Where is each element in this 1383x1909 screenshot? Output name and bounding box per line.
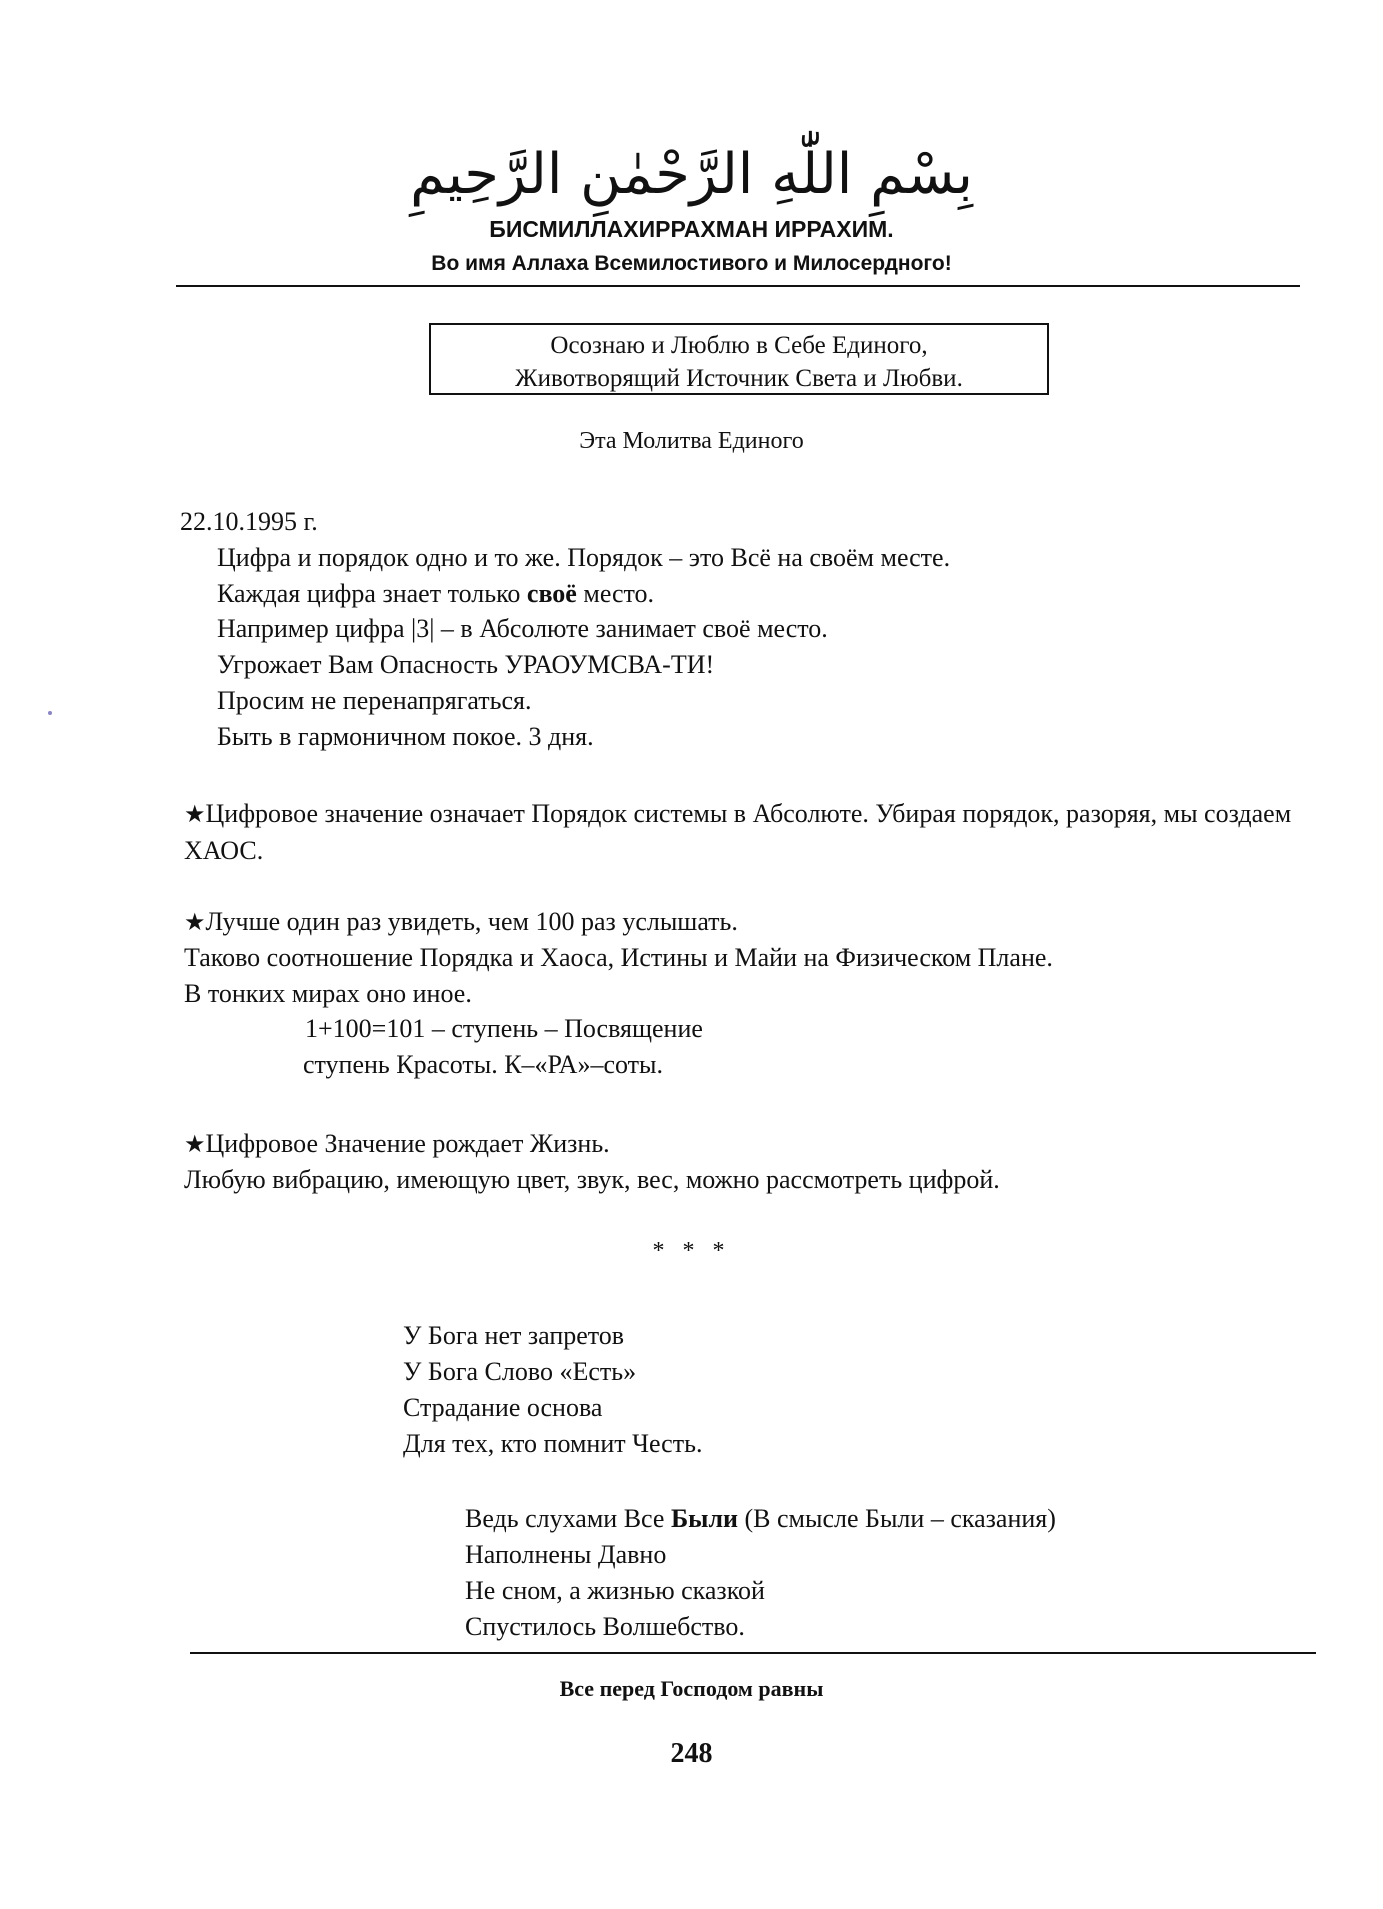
paragraph-1-text: Цифровое значение означает Порядок системы в Абсолюте. Убирая порядок, разоряя, мы создаем ХАОС.	[184, 799, 1292, 865]
poem-2-line-1c: (В смысле Были – сказания)	[744, 1504, 1056, 1533]
entry-date: 22.10.1995 г.	[180, 507, 318, 536]
header-title: БИСМИЛЛАХИРРАХМАН ИРРАХИМ.	[489, 216, 894, 242]
poem-2-line-1-bold: Были	[670, 1504, 739, 1533]
paragraph-2	[184, 904, 1309, 941]
entry-line-3: Например цифра |3| – в Абсолюте занимает своё место.	[217, 614, 828, 643]
paragraph-2-text: Лучше один раз увидеть, чем 100 раз услышать.	[205, 907, 738, 936]
boxed-affirmation	[429, 323, 1049, 395]
poem-2-line-4: Спустилось Волшебство.	[465, 1612, 745, 1641]
paragraph-3-line-2: Любую вибрацию, имеющую цвет, звук, вес, можно рассмотреть цифрой.	[184, 1165, 1000, 1194]
footer-divider	[190, 1652, 1316, 1654]
entry-line-2-bold: своё	[526, 579, 577, 608]
header-subtitle: Во имя Аллаха Всемилостивого и Милосердного!	[431, 252, 952, 275]
arabic-calligraphy: بِسْمِ اللّٰهِ الرَّحْمٰنِ الرَّحِيمِ	[410, 142, 973, 207]
boxed-line-1: Осознаю и Люблю в Себе Единого,	[550, 332, 928, 359]
poem-1-line-1: У Бога нет запретов	[403, 1321, 625, 1350]
entry-line-2	[217, 576, 654, 611]
poem-1-line-3: Страдание основа	[403, 1393, 603, 1422]
entry-line-1: Цифра и порядок одно и то же. Порядок – это Всё на своём месте.	[217, 543, 951, 572]
paragraph-1	[184, 796, 1309, 868]
entry-line-2a: Каждая цифра знает только	[217, 579, 521, 608]
paragraph-3	[184, 1126, 1309, 1163]
paragraph-2-line-2: Таково соотношение Порядка и Хаоса, Истины и Майи на Физическом Плане.	[184, 943, 1053, 972]
poem-2-line-3: Не сном, а жизнью сказкой	[465, 1576, 765, 1605]
numeric-line-1: 1+100=101 – ступень – Посвящение	[305, 1014, 703, 1043]
boxed-line-2: Животворящий Источник Света и Любви.	[515, 365, 963, 392]
poem-1-line-4: Для тех, кто помнит Честь.	[403, 1429, 703, 1458]
prayer-title: Эта Молитва Единого	[579, 428, 804, 454]
entry-line-5: Просим не перенапрягаться.	[217, 686, 532, 715]
numeric-line-2: ступень Красоты. К–«РА»–соты.	[303, 1050, 663, 1079]
running-footer: Все перед Господом равны	[559, 1676, 824, 1701]
paragraph-3-text: Цифровое Значение рождает Жизнь.	[205, 1129, 610, 1158]
poem-1-line-2: У Бога Слово «Есть»	[403, 1357, 637, 1386]
entry-line-2c: место.	[583, 579, 655, 608]
star-icon: ★	[184, 802, 206, 828]
poem-2-line-1a: Ведь слухами Все	[465, 1504, 665, 1533]
paragraph-2-line-3: В тонких мирах оно иное.	[184, 979, 472, 1008]
entry-line-4: Угрожает Вам Опасность УРАОУМСВА-ТИ!	[217, 650, 715, 679]
entry-line-6: Быть в гармоничном покое. 3 дня.	[217, 722, 594, 751]
star-icon: ★	[184, 1132, 206, 1158]
poem-2-line-1	[465, 1501, 1056, 1536]
header-divider	[176, 285, 1300, 287]
page-number: 248	[670, 1738, 713, 1769]
scan-speck	[48, 711, 52, 715]
star-icon: ★	[184, 910, 206, 936]
poem-2-line-2: Наполнены Давно	[465, 1540, 667, 1569]
section-separator: * * *	[652, 1238, 731, 1264]
